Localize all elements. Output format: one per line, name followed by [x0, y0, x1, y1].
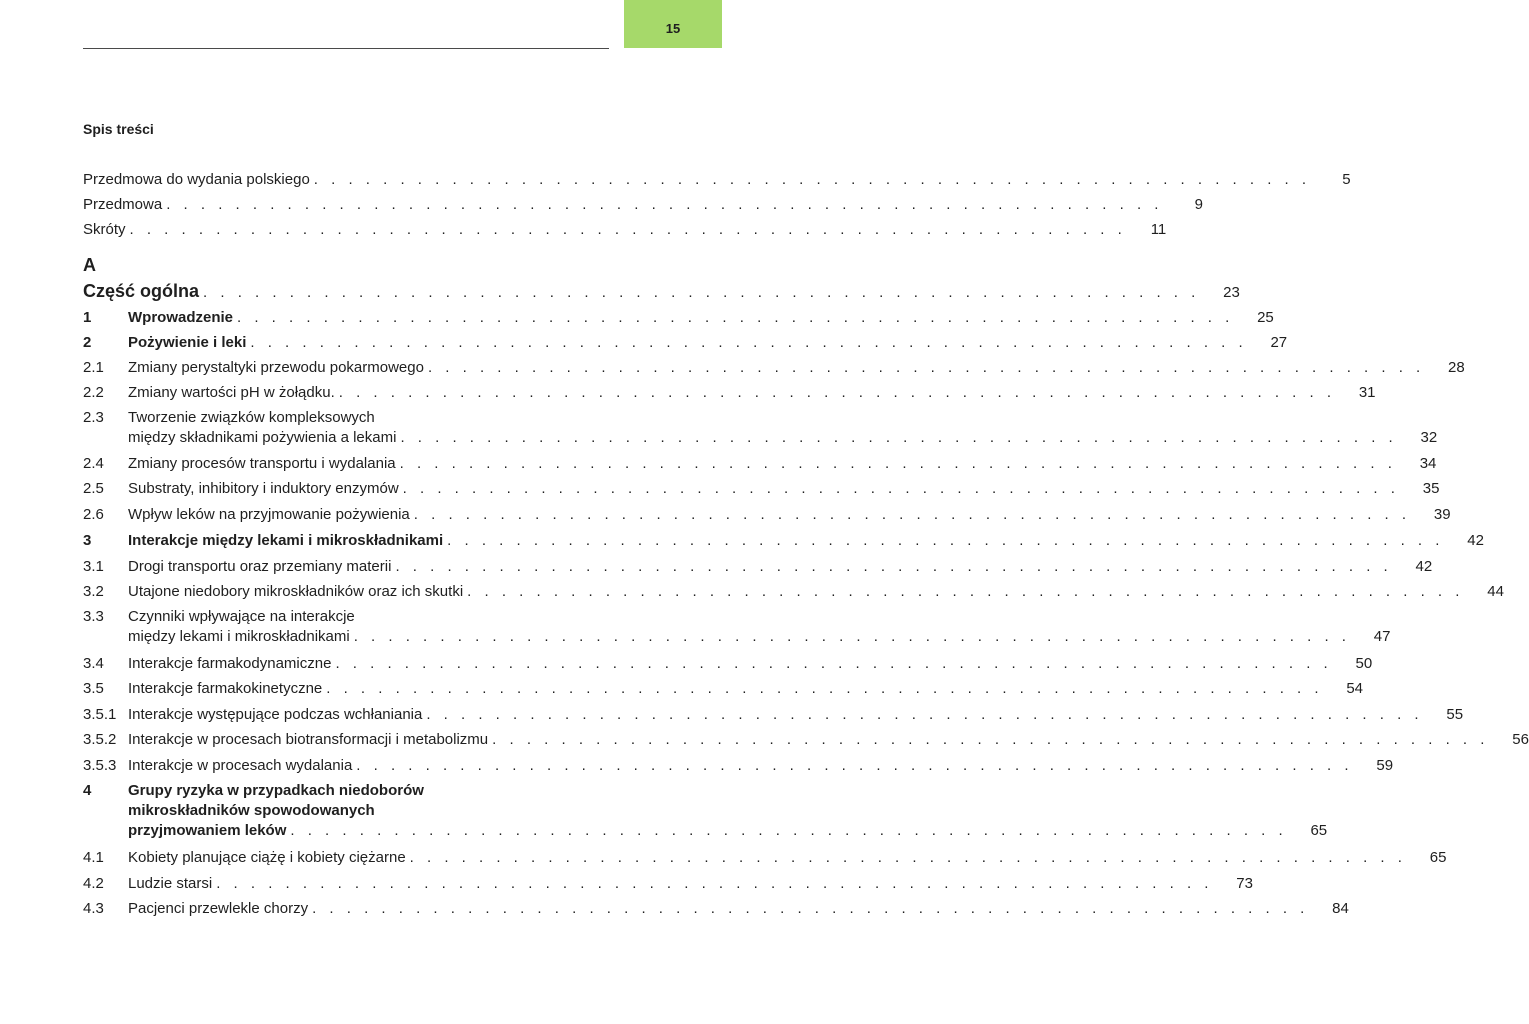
toc-entry-page: 56 [1512, 731, 1529, 748]
toc-entry-title: Zmiany wartości pH w żołądku. [128, 384, 335, 401]
toc-entry-page: 39 [1433, 506, 1451, 523]
toc-entry [83, 308, 1274, 328]
toc-entry-page: 44 [1487, 583, 1504, 600]
toc-entry-title: Wpływ leków na przyjmowanie pożywienia [128, 506, 410, 523]
toc-entry [83, 607, 1391, 647]
toc-entry-title: Grupy ryzyka w przypadkach niedoborów [128, 782, 424, 799]
toc-entry-title: Interakcje występujące podczas wchłaniania [128, 706, 423, 723]
toc-entry-title: Zmiany perystaltyki przewodu pokarmowego [128, 359, 424, 376]
toc-entry [83, 333, 1288, 353]
toc-entry-title: Interakcje farmakodynamiczne [128, 655, 332, 672]
page-number: 15 [665, 21, 681, 36]
toc-entry-number: 3.4 [83, 655, 104, 672]
toc-entry-number: 3.5 [83, 680, 104, 697]
toc-entry-title: Drogi transportu oraz przemiany materii [128, 558, 392, 575]
toc-entry-number: 4.1 [83, 849, 104, 866]
page-number-tab [624, 0, 722, 48]
toc-entry-number: 4 [83, 782, 92, 799]
toc-entry-title: Pacjenci przewlekle chorzy [128, 900, 309, 917]
toc-entry-number: 3.1 [83, 558, 104, 575]
toc-entry-number: 2.2 [83, 384, 104, 401]
dot-leader: . . . . . . . . . . . . . . . . . . . . . . . . . . . . . . . . . . . . . . . . . . . . . . . . . . . . . . . . . . [326, 680, 1324, 697]
toc-entry-title: między składnikami pożywienia a lekami [128, 429, 397, 446]
toc-entry-number: 2.6 [83, 506, 104, 523]
dot-leader: . . . . . . . . . . . . . . . . . . . . . . . . . . . . . . . . . . . . . . . . . . . . . . . . . . . . . . . . . . [312, 900, 1309, 917]
toc-entry [83, 557, 1433, 577]
dot-leader: . . . . . . . . . . . . . . . . . . . . . . . . . . . . . . . . . . . . . . . . . . . . . . . . . . . . . . . . . . [129, 221, 1127, 238]
toc-entry-number: 2.1 [83, 359, 104, 376]
toc-entry-page: 25 [1257, 309, 1274, 326]
dot-leader: . . . . . . . . . . . . . . . . . . . . . . . . . . . . . . . . . . . . . . . . . . . . . . . . . . . . . . . . . . [290, 822, 1288, 839]
dot-leader: . . . . . . . . . . . . . . . . . . . . . . . . . . . . . . . . . . . . . . . . . . . . . . . . . . . . . . . . . . [203, 284, 1200, 301]
toc-entry-title: Skróty [83, 221, 126, 238]
dot-leader: . . . . . . . . . . . . . . . . . . . . . . . . . . . . . . . . . . . . . . . . . . . . . . . . . . . . . . . . . . [250, 334, 1248, 351]
toc-entry [83, 730, 1529, 750]
toc-entry-title: Zmiany procesów transportu i wydalania [128, 455, 396, 472]
toc-entry-title: Część ogólna [83, 281, 200, 301]
dot-leader: . . . . . . . . . . . . . . . . . . . . . . . . . . . . . . . . . . . . . . . . . . . . . . . . . . . . . . . . . . [402, 480, 1400, 497]
dot-leader: . . . . . . . . . . . . . . . . . . . . . . . . . . . . . . . . . . . . . . . . . . . . . . . . . . . . . . . . . . [356, 757, 1354, 774]
header-rule [83, 48, 609, 49]
dot-leader: . . . . . . . . . . . . . . . . . . . . . . . . . . . . . . . . . . . . . . . . . . . . . . . . . . . . . . . . . . [467, 583, 1464, 600]
toc-front-entry [83, 220, 1167, 240]
toc-entry-page: 32 [1420, 429, 1438, 446]
toc-entry-page: 59 [1376, 757, 1394, 774]
dot-leader: . . . . . . . . . . . . . . . . . . . . . . . . . . . . . . . . . . . . . . . . . . . . . . . . . . . . . . . . . . [447, 532, 1444, 549]
dot-leader: . . . . . . . . . . . . . . . . . . . . . . . . . . . . . . . . . . . . . . . . . . . . . . . . . . . . . . . . . . [399, 455, 1397, 472]
toc-entry-page: 42 [1467, 532, 1484, 549]
dot-leader: . . . . . . . . . . . . . . . . . . . . . . . . . . . . . . . . . . . . . . . . . . . . . . . . . . . . . . . . . . [427, 359, 1425, 376]
toc-title: Spis treści [83, 121, 154, 137]
toc-entry [83, 582, 1504, 602]
toc-entry-page: 28 [1448, 359, 1465, 376]
toc-entry-number: 3 [83, 532, 92, 549]
dot-leader: . . . . . . . . . . . . . . . . . . . . . . . . . . . . . . . . . . . . . . . . . . . . . . . . . . . . . . . . . . [313, 171, 1311, 188]
toc-part-entry [83, 281, 1240, 303]
dot-leader: . . . . . . . . . . . . . . . . . . . . . . . . . . . . . . . . . . . . . . . . . . . . . . . . . . . . . . . . . . [353, 628, 1351, 645]
toc-entry-page: 23 [1223, 284, 1240, 301]
toc-entry-title: Interakcje w procesach wydalania [128, 757, 353, 774]
toc-entry-page: 47 [1373, 628, 1391, 645]
toc-entry-page: 84 [1332, 900, 1349, 917]
toc-entry-title: Pożywienie i leki [128, 334, 247, 351]
part-letter: A [83, 255, 96, 275]
toc-entry-title: Przedmowa [83, 196, 163, 213]
toc-entry-title: Interakcje między lekami i mikroskładnikami [128, 532, 444, 549]
toc-entry-page: 27 [1270, 334, 1288, 351]
dot-leader: . . . . . . . . . . . . . . . . . . . . . . . . . . . . . . . . . . . . . . . . . . . . . . . . . . . . . . . . . . [335, 655, 1333, 672]
dot-leader: . . . . . . . . . . . . . . . . . . . . . . . . . . . . . . . . . . . . . . . . . . . . . . . . . . . . . . . . . . [492, 731, 1489, 748]
toc-entry-number: 4.2 [83, 875, 104, 892]
toc-entry-page: 35 [1422, 480, 1440, 497]
toc-entry-number: 2.5 [83, 480, 104, 497]
toc-entry-title: Ludzie starsi [128, 875, 213, 892]
toc-entry-title: Przedmowa do wydania polskiego [83, 171, 310, 188]
dot-leader: . . . . . . . . . . . . . . . . . . . . . . . . . . . . . . . . . . . . . . . . . . . . . . . . . . . . . . . . . . [166, 196, 1163, 213]
toc-entry [83, 408, 1438, 448]
toc-entry-title: Czynniki wpływające na interakcje [128, 608, 355, 625]
toc-entry [83, 679, 1364, 699]
dot-leader: . . . . . . . . . . . . . . . . . . . . . . . . . . . . . . . . . . . . . . . . . . . . . . . . . . . . . . . . . . [237, 309, 1234, 326]
toc-entry [83, 756, 1394, 776]
toc-entry [83, 654, 1373, 674]
dot-leader: . . . . . . . . . . . . . . . . . . . . . . . . . . . . . . . . . . . . . . . . . . . . . . . . . . . . . . . . . . [413, 506, 1411, 523]
toc-entry-number: 3.2 [83, 583, 104, 600]
toc-entry-title: między lekami i mikroskładnikami [128, 628, 350, 645]
toc-entry-title: Interakcje farmakokinetyczne [128, 680, 323, 697]
toc-entry [83, 479, 1440, 499]
toc-entry-title: Utajone niedobory mikroskładników oraz ich skutki [128, 583, 464, 600]
toc-entry [83, 705, 1464, 725]
toc-entry [83, 781, 1328, 841]
toc-entry-number: 3.5.3 [83, 757, 117, 774]
toc-entry [83, 454, 1437, 474]
toc-entry [83, 358, 1465, 378]
toc-entry-number: 2 [83, 334, 92, 351]
toc-front-entry [83, 170, 1351, 190]
toc-entry-title: Wprowadzenie [128, 309, 234, 326]
toc-entry [83, 874, 1253, 894]
toc-entry-page: 9 [1194, 196, 1203, 213]
toc-entry-title: Substraty, inhibitory i induktory enzymów [128, 480, 399, 497]
toc-entry-page: 50 [1355, 655, 1373, 672]
toc-entry-page: 54 [1346, 680, 1364, 697]
toc-entry-page: 65 [1310, 822, 1328, 839]
dot-leader: . . . . . . . . . . . . . . . . . . . . . . . . . . . . . . . . . . . . . . . . . . . . . . . . . . . . . . . . . . [338, 384, 1336, 401]
toc-entry-title: Kobiety planujące ciążę i kobiety ciężarne [128, 849, 406, 866]
toc-entry-page: 31 [1358, 384, 1376, 401]
toc-entry-page: 34 [1419, 455, 1437, 472]
toc-entry-number: 2.3 [83, 409, 104, 426]
dot-leader: . . . . . . . . . . . . . . . . . . . . . . . . . . . . . . . . . . . . . . . . . . . . . . . . . . . . . . . . . . [426, 706, 1424, 723]
toc-entry [83, 848, 1447, 868]
toc-entry-page: 73 [1236, 875, 1253, 892]
toc-entry-title: mikroskładników spowodowanych [128, 802, 375, 819]
toc-entry [83, 505, 1451, 525]
toc-entry-page: 42 [1415, 558, 1433, 575]
toc-entry-number: 3.3 [83, 608, 104, 625]
toc-entry [83, 531, 1484, 551]
dot-leader: . . . . . . . . . . . . . . . . . . . . . . . . . . . . . . . . . . . . . . . . . . . . . . . . . . . . . . . . . . [216, 875, 1213, 892]
toc-entry-page: 11 [1150, 221, 1167, 238]
dot-leader: . . . . . . . . . . . . . . . . . . . . . . . . . . . . . . . . . . . . . . . . . . . . . . . . . . . . . . . . . . [395, 558, 1393, 575]
dot-leader: . . . . . . . . . . . . . . . . . . . . . . . . . . . . . . . . . . . . . . . . . . . . . . . . . . . . . . . . . . [409, 849, 1407, 866]
toc-entry-page: 5 [1342, 171, 1351, 188]
toc-entry [83, 383, 1376, 403]
toc-entry-title: Tworzenie związków kompleksowych [128, 409, 375, 426]
toc-entry [83, 899, 1349, 919]
dot-leader: . . . . . . . . . . . . . . . . . . . . . . . . . . . . . . . . . . . . . . . . . . . . . . . . . . . . . . . . . . [400, 429, 1398, 446]
toc-entry-number: 1 [83, 309, 92, 326]
toc-entry-number: 3.5.2 [83, 731, 117, 748]
toc-entry-title: Interakcje w procesach biotransformacji i metabolizmu [128, 731, 489, 748]
toc-entry-title: przyjmowaniem leków [128, 822, 287, 839]
toc-entry-number: 3.5.1 [83, 706, 117, 723]
toc-front-entry [83, 195, 1203, 215]
toc-entry-number: 2.4 [83, 455, 104, 472]
toc-entry-page: 65 [1429, 849, 1447, 866]
toc-entry-number: 4.3 [83, 900, 104, 917]
toc-entry-page: 55 [1446, 706, 1464, 723]
